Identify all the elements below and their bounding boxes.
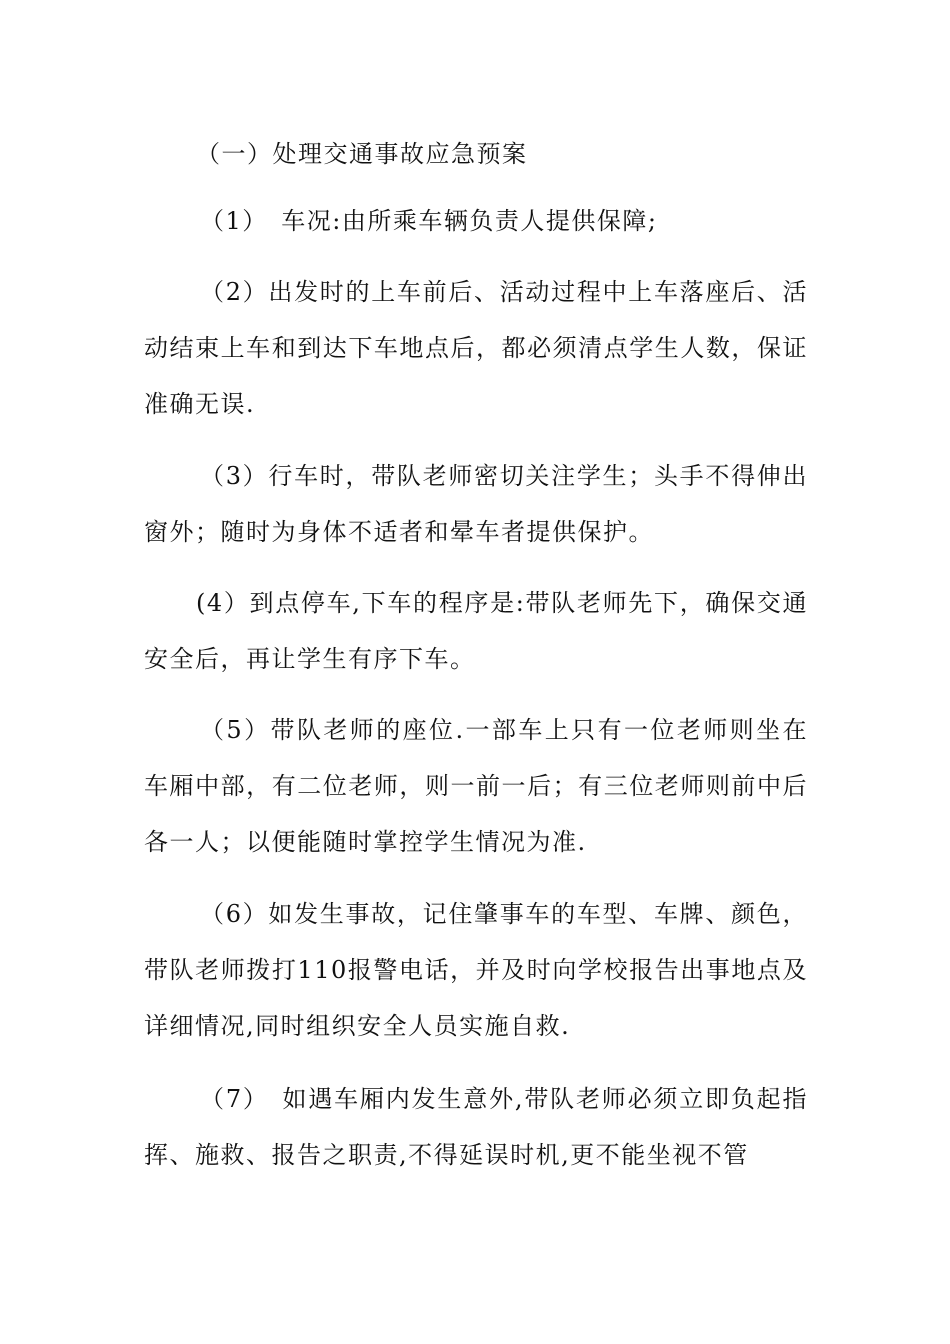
- paragraph-1: （1） 车况:由所乘车辆负责人提供保障;: [200, 207, 658, 235]
- paragraph-4: (4）到点停车,下车的程序是:带队老师先下，确保交通安全后，再让学生有序下车。: [144, 589, 808, 673]
- paragraph-5: （5）带队老师的座位.一部车上只有一位老师则坐在车厢中部，有二位老师，则一前一后；有三位老师则前中后各一人；以便能随时掌控学生情况为准.: [144, 716, 808, 856]
- paragraph-7: （7） 如遇车厢内发生意外,带队老师必须立即负起指挥、施救、报告之职责,不得延误时机,更不能坐视不管: [144, 1085, 808, 1169]
- section-heading: （一）处理交通事故应急预案: [196, 140, 528, 168]
- paragraph-3: （3）行车时，带队老师密切关注学生；头手不得伸出窗外；随时为身体不适者和晕车者提供保护。: [144, 462, 808, 546]
- paragraph-2: （2）出发时的上车前后、活动过程中上车落座后、活动结束上车和到达下车地点后，都必须清点学生人数，保证准确无误.: [144, 278, 808, 418]
- paragraph-6: （6）如发生事故，记住肇事车的车型、车牌、颜色，带队老师拨打110报警电话，并及时向学校报告出事地点及详细情况,同时组织安全人员实施自救.: [144, 900, 808, 1040]
